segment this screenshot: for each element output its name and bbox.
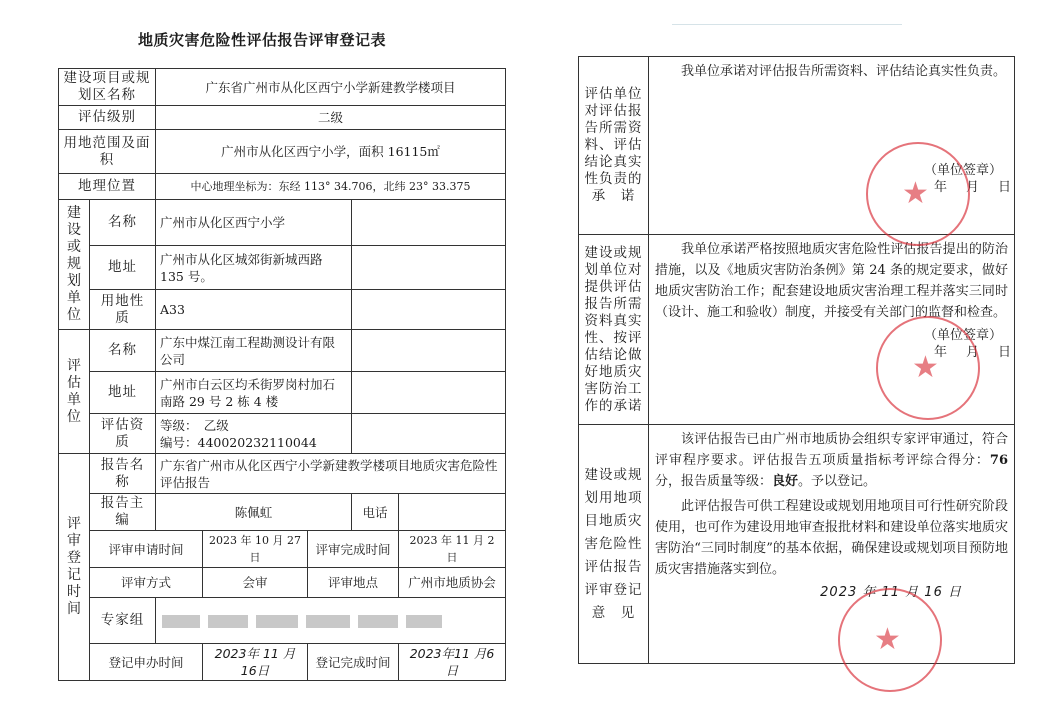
r3-content: [649, 425, 1015, 664]
seal-stamp-icon: ★: [876, 316, 980, 420]
area-value: 广州市从化区西宁小学，面积 16115㎡: [156, 130, 506, 174]
r2-text: 我单位承诺严格按照地质灾害危险性评估报告提出的防治措施，以及《地质灾害防治条例》第 24 条的规定要求，做好地质灾害防治工作；配套建设地质灾害治理工程并落实三同时（设计、施工和验收）制度，并接受有关部门的监督和检查。: [655, 242, 1008, 320]
reg-apply-value: 2023年 11 月 16日: [203, 644, 308, 681]
redacted-name: [306, 615, 350, 628]
level-label: 评估级别: [59, 106, 156, 130]
place-label: 评审地点: [308, 568, 399, 598]
builder-name-label: 名称: [90, 200, 156, 246]
eval-qual-extra: [352, 414, 506, 454]
builder-use-label: 用地性质: [90, 290, 156, 330]
r1-text: 我单位承诺对评估报告所需资料、评估结论真实性负责。: [681, 64, 1007, 79]
reg-done-value: 2023年11 月6 日: [399, 644, 506, 681]
builder-addr-label: 地址: [90, 246, 156, 290]
eval-name-label: 名称: [90, 330, 156, 372]
phone-value: [399, 494, 506, 531]
eval-name-value: 广东中煤江南工程勘测设计有限公司: [156, 330, 352, 372]
eval-group-label: 评估单位: [59, 330, 90, 454]
eval-name-extra: [352, 330, 506, 372]
r2-label: 建设或规划单位对提供评估报告所需资料真实性、按评估结论做好地质灾害防治工作的承诺: [579, 235, 649, 425]
r3-text-b: 分，报告质量等级：: [655, 474, 773, 489]
reg-done-label: 登记完成时间: [308, 644, 399, 681]
reg-apply-label: 登记申办时间: [90, 644, 203, 681]
r1-content: [649, 57, 1015, 235]
page-title: 地质灾害危险性评估报告评审登记表: [138, 31, 387, 49]
seal-stamp-icon: ★: [838, 588, 942, 692]
eval-grade: 等级： 乙级: [160, 417, 229, 433]
r3-text-c: 。予以登记。: [798, 474, 877, 489]
expert-label: 专家组: [90, 598, 156, 644]
r1-date: 年 月 日: [933, 180, 1014, 195]
r3-grade: 良好: [772, 474, 799, 489]
redacted-name: [162, 615, 200, 628]
redacted-name: [208, 615, 248, 628]
builder-use-extra: [352, 290, 506, 330]
location-value: 中心地理坐标为：东经 113° 34.706，北纬 23° 33.375: [156, 174, 506, 200]
seal-stamp-icon: ★: [866, 142, 970, 246]
eval-addr-value: 广州市白云区均禾街罗岗村加石南路 29 号 2 栋 4 楼: [156, 372, 352, 414]
r3-paragraph-1: [649, 425, 1014, 496]
eval-qual-label: 评估资质: [90, 414, 156, 454]
apply-value: 2023 年 10 月 27 日: [203, 531, 308, 568]
report-name-label: 报告名称: [90, 454, 156, 494]
apply-label: 评审申请时间: [90, 531, 203, 568]
method-label: 评审方式: [90, 568, 203, 598]
phone-label: 电话: [352, 494, 399, 531]
redacted-name: [358, 615, 398, 628]
complete-value: 2023 年 11 月 2 日: [399, 531, 506, 568]
report-name-value: 广东省广州市从化区西宁小学新建教学楼项目地质灾害危险性评估报告: [156, 454, 506, 494]
redacted-name: [256, 615, 298, 628]
builder-name-value: 广州市从化区西宁小学: [156, 200, 352, 246]
editor-value: 陈佩虹: [156, 494, 352, 531]
r1-sign: （单位签章）: [923, 163, 1002, 178]
r1-label: 评估单位对评估报告所需资料、评估结论真实性负责的承 诺: [579, 57, 649, 235]
eval-number: 编号：440020232110044: [160, 434, 317, 450]
r2-sign: （单位签章）: [923, 328, 1002, 343]
builder-addr-extra: [352, 246, 506, 290]
expert-redacted: [156, 598, 506, 644]
redacted-name: [406, 615, 442, 628]
level-value: 二级: [156, 106, 506, 130]
top-rule: [672, 24, 902, 25]
registration-table-right: [578, 56, 1015, 664]
eval-qual-value: [156, 414, 352, 454]
r3-text2: 此评估报告可供工程建设或规划用地项目可行性研究阶段使用，也可作为建设用地审查报批材料和建设单位落实地质灾害防治“三同时制度”的基本依据，确保建设或规划项目预防地质灾害措施落实到位。: [655, 499, 1008, 577]
builder-group-label: 建设或规划单位: [59, 200, 90, 330]
area-label: 用地范围及面 积: [59, 130, 156, 174]
location-label: 地理位置: [59, 174, 156, 200]
complete-label: 评审完成时间: [308, 531, 399, 568]
project-value: 广东省广州市从化区西宁小学新建教学楼项目: [156, 69, 506, 106]
r2-content: [649, 235, 1015, 425]
place-value: 广州市地质协会: [399, 568, 506, 598]
builder-addr-value: 广州市从化区城郊街新城西路 135 号。: [156, 246, 352, 290]
project-label: 建设项目或规划区名称: [59, 69, 156, 106]
r3-label: 建设或规划用地项目地质灾害危险性评估报告评审登记意 见: [579, 425, 649, 664]
editor-label: 报告主编: [90, 494, 156, 531]
r3-date: 2023 年 11 月 16 日: [820, 585, 962, 600]
review-group-label: 评审登记时间: [59, 454, 90, 681]
eval-addr-extra: [352, 372, 506, 414]
method-value: 会审: [203, 568, 308, 598]
builder-name-extra: [352, 200, 506, 246]
r3-score: 76: [989, 453, 1008, 468]
r3-text-a: 该评估报告已由广州市地质协会组织专家评审通过，符合评审程序要求。评估报告五项质量指标考评综合得分：: [655, 432, 1008, 468]
r2-date: 年 月 日: [933, 345, 1014, 360]
eval-addr-label: 地址: [90, 372, 156, 414]
registration-table-left: [58, 68, 506, 681]
builder-use-value: A33: [156, 290, 352, 330]
